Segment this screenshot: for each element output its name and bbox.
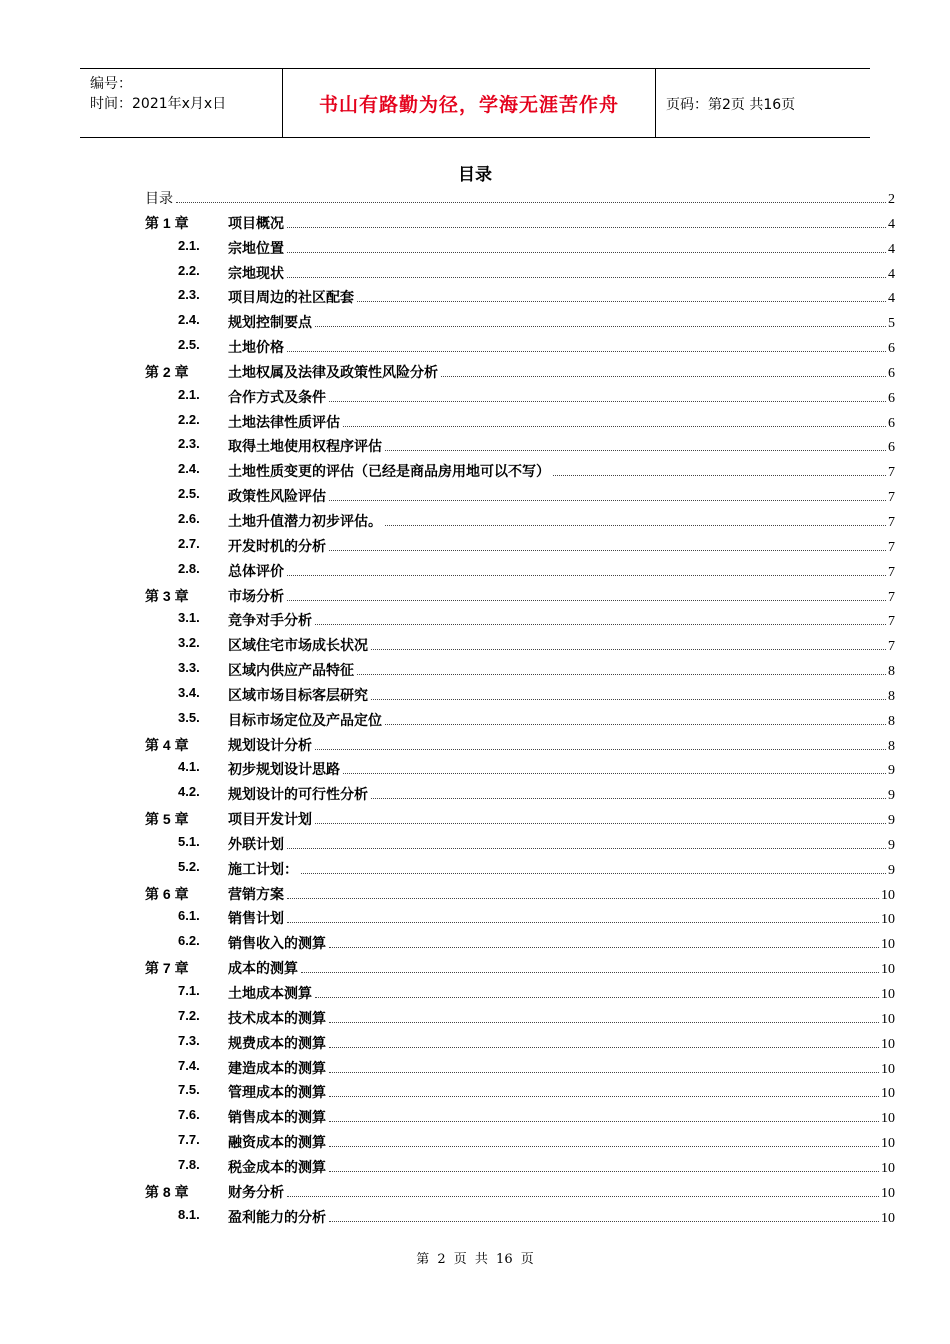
toc-section-number: 6.2. <box>178 933 200 949</box>
toc-leader-dots <box>287 908 879 923</box>
toc-entry-section[interactable] <box>145 234 895 259</box>
toc-entry-title: 项目开发计划 <box>228 812 312 829</box>
toc-entry-title: 土地价格 <box>228 340 284 357</box>
toc-entry-title: 目录 <box>145 191 173 207</box>
toc-entry-section[interactable] <box>145 408 895 433</box>
toc-section-number: 2.4. <box>178 312 200 328</box>
toc-entry-chapter[interactable] <box>145 1178 895 1203</box>
toc-entry-page: 10 <box>881 1136 895 1152</box>
toc-entry-section[interactable] <box>145 1203 895 1228</box>
toc-leader-dots <box>315 809 886 824</box>
toc-entry-title: 初步规划设计思路 <box>228 762 340 779</box>
toc-section-number: 3.4. <box>178 684 200 700</box>
toc-entry-page: 4 <box>888 216 895 232</box>
toc-entry-title: 规划设计分析 <box>228 737 312 754</box>
toc-entry-section[interactable] <box>145 482 895 507</box>
toc-entry-page: 4 <box>888 291 895 307</box>
toc-leader-dots <box>385 511 886 526</box>
toc-entry-chapter[interactable] <box>145 880 895 905</box>
toc-leader-dots <box>343 412 886 427</box>
toc-entry-title: 目标市场定位及产品定位 <box>228 712 382 729</box>
toc-entry-page: 10 <box>881 1061 895 1077</box>
toc-entry-title: 规费成本的测算 <box>228 1035 326 1052</box>
toc-leader-dots <box>315 312 886 327</box>
toc-entry-section[interactable] <box>145 259 895 284</box>
toc-entry-page: 6 <box>888 365 895 381</box>
toc-entry-title: 财务分析 <box>228 1184 284 1201</box>
toc-entry-page: 7 <box>888 564 895 580</box>
toc-entry-page: 10 <box>881 1086 895 1102</box>
toc-entry-page: 9 <box>888 837 895 853</box>
toc-leader-dots <box>301 958 879 973</box>
toc-section-number: 7.5. <box>178 1082 200 1098</box>
toc-leader-dots <box>385 710 886 725</box>
toc-section-number: 2.1. <box>178 386 200 402</box>
toc-entry-section[interactable] <box>145 308 895 333</box>
toc-entry-page: 7 <box>888 639 895 655</box>
toc-entry-page: 9 <box>888 788 895 804</box>
toc-leader-dots <box>287 238 886 253</box>
toc-entry-page: 10 <box>881 887 895 903</box>
toc-entry-page: 9 <box>888 813 895 829</box>
toc-entry-page: 10 <box>881 1210 895 1226</box>
toc-entry-chapter[interactable] <box>145 805 895 830</box>
toc-section-number: 7.2. <box>178 1007 200 1023</box>
toc-entry-title: 管理成本的测算 <box>228 1085 326 1102</box>
toc-leader-dots <box>287 561 886 576</box>
toc-entry-section[interactable] <box>145 557 895 582</box>
toc-entry-title: 建造成本的测算 <box>228 1060 326 1077</box>
toc-entry-section[interactable] <box>145 1029 895 1054</box>
header-page-cell <box>656 69 870 137</box>
toc-leader-dots <box>343 759 886 774</box>
toc-leader-dots <box>329 1107 879 1122</box>
toc-entry-chapter[interactable] <box>145 209 895 234</box>
toc-entry-section[interactable] <box>145 432 895 457</box>
toc-section-number: 3.5. <box>178 709 200 725</box>
toc-section-number: 2.5. <box>178 486 200 502</box>
toc-section-number: 2.8. <box>178 560 200 576</box>
toc-chapter-number: 第 7 章 <box>145 960 189 977</box>
toc-leader-dots <box>371 685 886 700</box>
table-of-contents <box>145 184 895 1227</box>
toc-entry-section[interactable] <box>145 830 895 855</box>
toc-leader-dots <box>329 1033 879 1048</box>
toc-entry-title: 土地法律性质评估 <box>228 414 340 431</box>
toc-entry-title: 项目周边的社区配套 <box>228 290 354 307</box>
toc-entry-title: 竞争对手分析 <box>228 613 312 630</box>
toc-leader-dots <box>329 536 886 551</box>
toc-entry-title: 土地权属及法律及政策性风险分析 <box>228 364 438 381</box>
toc-entry-page: 6 <box>888 390 895 406</box>
toc-entry-title: 盈利能力的分析 <box>228 1209 326 1226</box>
toc-section-number: 5.1. <box>178 833 200 849</box>
toc-section-number: 4.2. <box>178 784 200 800</box>
toc-entry-section[interactable] <box>145 333 895 358</box>
toc-entry-section[interactable] <box>145 383 895 408</box>
toc-section-number: 7.7. <box>178 1132 200 1148</box>
toc-section-number: 7.4. <box>178 1057 200 1073</box>
toc-entry-page: 6 <box>888 341 895 357</box>
toc-leader-dots <box>441 362 886 377</box>
toc-leader-dots <box>287 1182 879 1197</box>
toc-chapter-number: 第 2 章 <box>145 363 189 380</box>
toc-entry-page: 6 <box>888 415 895 431</box>
toc-leader-dots <box>357 287 886 302</box>
toc-entry-page: 8 <box>888 738 895 754</box>
toc-entry-page: 10 <box>881 962 895 978</box>
toc-section-number: 3.1. <box>178 610 200 626</box>
toc-leader-dots <box>329 1132 879 1147</box>
toc-entry-page: 10 <box>881 1185 895 1201</box>
toc-entry-page: 10 <box>881 912 895 928</box>
toc-entry-title: 土地升值潜力初步评估。 <box>228 513 382 530</box>
toc-leader-dots <box>357 660 886 675</box>
toc-leader-dots <box>385 436 886 451</box>
toc-entry-title: 开发时机的分析 <box>228 538 326 555</box>
toc-chapter-number: 第 4 章 <box>145 736 189 753</box>
toc-entry-page: 2 <box>888 192 895 207</box>
toc-section-number: 3.3. <box>178 660 200 676</box>
toc-entry-title: 宗地现状 <box>228 265 284 282</box>
toc-leader-dots <box>287 834 886 849</box>
toc-title: 目录 <box>458 165 492 185</box>
toc-entry-page: 7 <box>888 589 895 605</box>
toc-section-number: 8.1. <box>178 1206 200 1222</box>
toc-section-number: 7.6. <box>178 1107 200 1123</box>
toc-section-number: 2.1. <box>178 237 200 253</box>
toc-entry-page: 10 <box>881 1160 895 1176</box>
toc-section-number: 2.4. <box>178 461 200 477</box>
header-left-cell <box>80 69 283 137</box>
toc-entry-section[interactable] <box>145 979 895 1004</box>
toc-leader-dots <box>287 884 879 899</box>
toc-entry-contents[interactable] <box>145 184 895 209</box>
toc-entry-page: 4 <box>888 241 895 257</box>
toc-section-number: 6.1. <box>178 908 200 924</box>
toc-entry-section[interactable] <box>145 1103 895 1128</box>
toc-leader-dots <box>329 1207 879 1222</box>
document-number-label: 编号： <box>90 76 132 92</box>
toc-entry-section[interactable] <box>145 780 895 805</box>
toc-leader-dots <box>176 188 886 203</box>
toc-leader-dots <box>329 1058 879 1073</box>
toc-entry-page: 10 <box>881 1111 895 1127</box>
toc-entry-page: 7 <box>888 614 895 630</box>
toc-section-number: 7.8. <box>178 1156 200 1172</box>
toc-leader-dots <box>329 1157 879 1172</box>
toc-leader-dots <box>371 635 886 650</box>
toc-entry-section[interactable] <box>145 681 895 706</box>
toc-leader-dots <box>371 784 886 799</box>
toc-leader-dots <box>329 387 886 402</box>
toc-leader-dots <box>287 337 886 352</box>
toc-entry-section[interactable] <box>145 1078 895 1103</box>
toc-entry-page: 4 <box>888 266 895 282</box>
toc-section-number: 2.6. <box>178 510 200 526</box>
toc-entry-chapter[interactable] <box>145 731 895 756</box>
toc-leader-dots <box>287 213 886 228</box>
toc-leader-dots <box>301 859 886 874</box>
toc-entry-title: 土地成本测算 <box>228 986 312 1002</box>
toc-section-number: 4.1. <box>178 759 200 775</box>
toc-leader-dots <box>315 610 886 625</box>
toc-section-number: 2.7. <box>178 535 200 551</box>
toc-section-number: 3.2. <box>178 635 200 651</box>
toc-entry-title: 合作方式及条件 <box>228 389 326 406</box>
toc-chapter-number: 第 8 章 <box>145 1183 189 1200</box>
toc-entry-page: 8 <box>888 664 895 680</box>
toc-entry-section[interactable] <box>145 1153 895 1178</box>
toc-entry-title: 市场分析 <box>228 588 284 605</box>
toc-entry-title: 外联计划 <box>228 836 284 853</box>
toc-entry-title: 土地性质变更的评估（已经是商品房用地可以不写） <box>228 464 550 481</box>
toc-entry-section[interactable] <box>145 706 895 731</box>
toc-entry-page: 9 <box>888 862 895 878</box>
toc-entry-title: 宗地位置 <box>228 240 284 257</box>
toc-chapter-number: 第 3 章 <box>145 587 189 604</box>
header-motto-cell <box>283 69 656 137</box>
toc-entry-page: 5 <box>888 316 895 332</box>
toc-entry-section[interactable] <box>145 1054 895 1079</box>
toc-entry-section[interactable] <box>145 1004 895 1029</box>
toc-section-number: 2.5. <box>178 337 200 353</box>
toc-entry-title: 政策性风险评估 <box>228 489 326 506</box>
toc-entry-title: 税金成本的测算 <box>228 1159 326 1176</box>
toc-leader-dots <box>553 461 886 476</box>
toc-entry-title: 规划控制要点 <box>228 315 312 332</box>
toc-leader-dots <box>329 933 879 948</box>
toc-entry-title: 总体评价 <box>228 563 284 580</box>
toc-entry-section[interactable] <box>145 904 895 929</box>
toc-entry-title: 规划设计的可行性分析 <box>228 787 368 804</box>
toc-entry-title: 区域市场目标客层研究 <box>228 687 368 704</box>
toc-entry-section[interactable] <box>145 532 895 557</box>
toc-chapter-number: 第 6 章 <box>145 885 189 902</box>
toc-entry-page: 10 <box>881 937 895 953</box>
toc-entry-chapter[interactable] <box>145 954 895 979</box>
toc-entry-page: 10 <box>881 1036 895 1052</box>
toc-leader-dots <box>329 486 886 501</box>
toc-entry-page: 7 <box>888 514 895 530</box>
page-header <box>80 68 870 138</box>
toc-leader-dots <box>315 735 886 750</box>
toc-entry-section[interactable] <box>145 1128 895 1153</box>
toc-entry-page: 7 <box>888 465 895 481</box>
toc-section-number: 7.3. <box>178 1032 200 1048</box>
toc-section-number: 2.3. <box>178 436 200 452</box>
toc-entry-title: 营销方案 <box>228 886 284 903</box>
toc-section-number: 5.2. <box>178 858 200 874</box>
toc-section-number: 7.1. <box>178 983 200 998</box>
toc-section-number: 2.3. <box>178 287 200 303</box>
toc-entry-page: 9 <box>888 763 895 779</box>
toc-entry-section[interactable] <box>145 656 895 681</box>
toc-entry-page: 7 <box>888 490 895 506</box>
header-motto: 书山有路勤为径，学海无涯苦作舟 <box>318 94 619 116</box>
toc-entry-page: 7 <box>888 539 895 555</box>
toc-leader-dots <box>329 1008 879 1023</box>
toc-leader-dots <box>329 1082 879 1097</box>
toc-entry-page: 10 <box>881 1011 895 1027</box>
toc-entry-title: 区域住宅市场成长状况 <box>228 638 368 655</box>
toc-entry-title: 施工计划： <box>228 861 298 878</box>
toc-leader-dots <box>287 263 886 278</box>
toc-entry-page: 6 <box>888 440 895 456</box>
toc-entry-title: 取得土地使用权程序评估 <box>228 439 382 456</box>
toc-chapter-number: 第 5 章 <box>145 811 189 828</box>
toc-entry-title: 项目概况 <box>228 215 284 232</box>
toc-entry-title: 区域内供应产品特征 <box>228 663 354 680</box>
toc-entry-section[interactable] <box>145 631 895 656</box>
toc-entry-title: 融资成本的测算 <box>228 1135 326 1152</box>
toc-entry-section[interactable] <box>145 755 895 780</box>
toc-entry-section[interactable] <box>145 929 895 954</box>
document-date-label: 时间：2021年x月x日 <box>90 96 227 112</box>
toc-section-number: 2.2. <box>178 411 200 427</box>
toc-entry-page: 8 <box>888 688 895 704</box>
toc-entry-section[interactable] <box>145 606 895 631</box>
toc-entry-title: 技术成本的测算 <box>228 1010 326 1027</box>
toc-entry-title: 销售收入的测算 <box>228 936 326 953</box>
toc-entry-title: 成本的测算 <box>228 961 298 978</box>
toc-section-number: 2.2. <box>178 262 200 278</box>
toc-leader-dots <box>315 983 879 998</box>
toc-entry-section[interactable] <box>145 457 895 482</box>
header-page-info: 页码：第2页 共16页 <box>666 97 796 113</box>
toc-chapter-number: 第 1 章 <box>145 214 189 231</box>
toc-entry-title: 销售计划 <box>228 911 284 928</box>
toc-entry-title: 销售成本的测算 <box>228 1110 326 1127</box>
toc-entry-page: 10 <box>881 987 895 1002</box>
toc-entry-chapter[interactable] <box>145 582 895 607</box>
toc-leader-dots <box>287 586 886 601</box>
toc-entry-section[interactable] <box>145 283 895 308</box>
page-footer: 第 2 页 共 16 页 <box>416 1252 534 1267</box>
toc-entry-section[interactable] <box>145 855 895 880</box>
toc-entry-section[interactable] <box>145 507 895 532</box>
toc-entry-chapter[interactable] <box>145 358 895 383</box>
toc-entry-page: 8 <box>888 713 895 729</box>
